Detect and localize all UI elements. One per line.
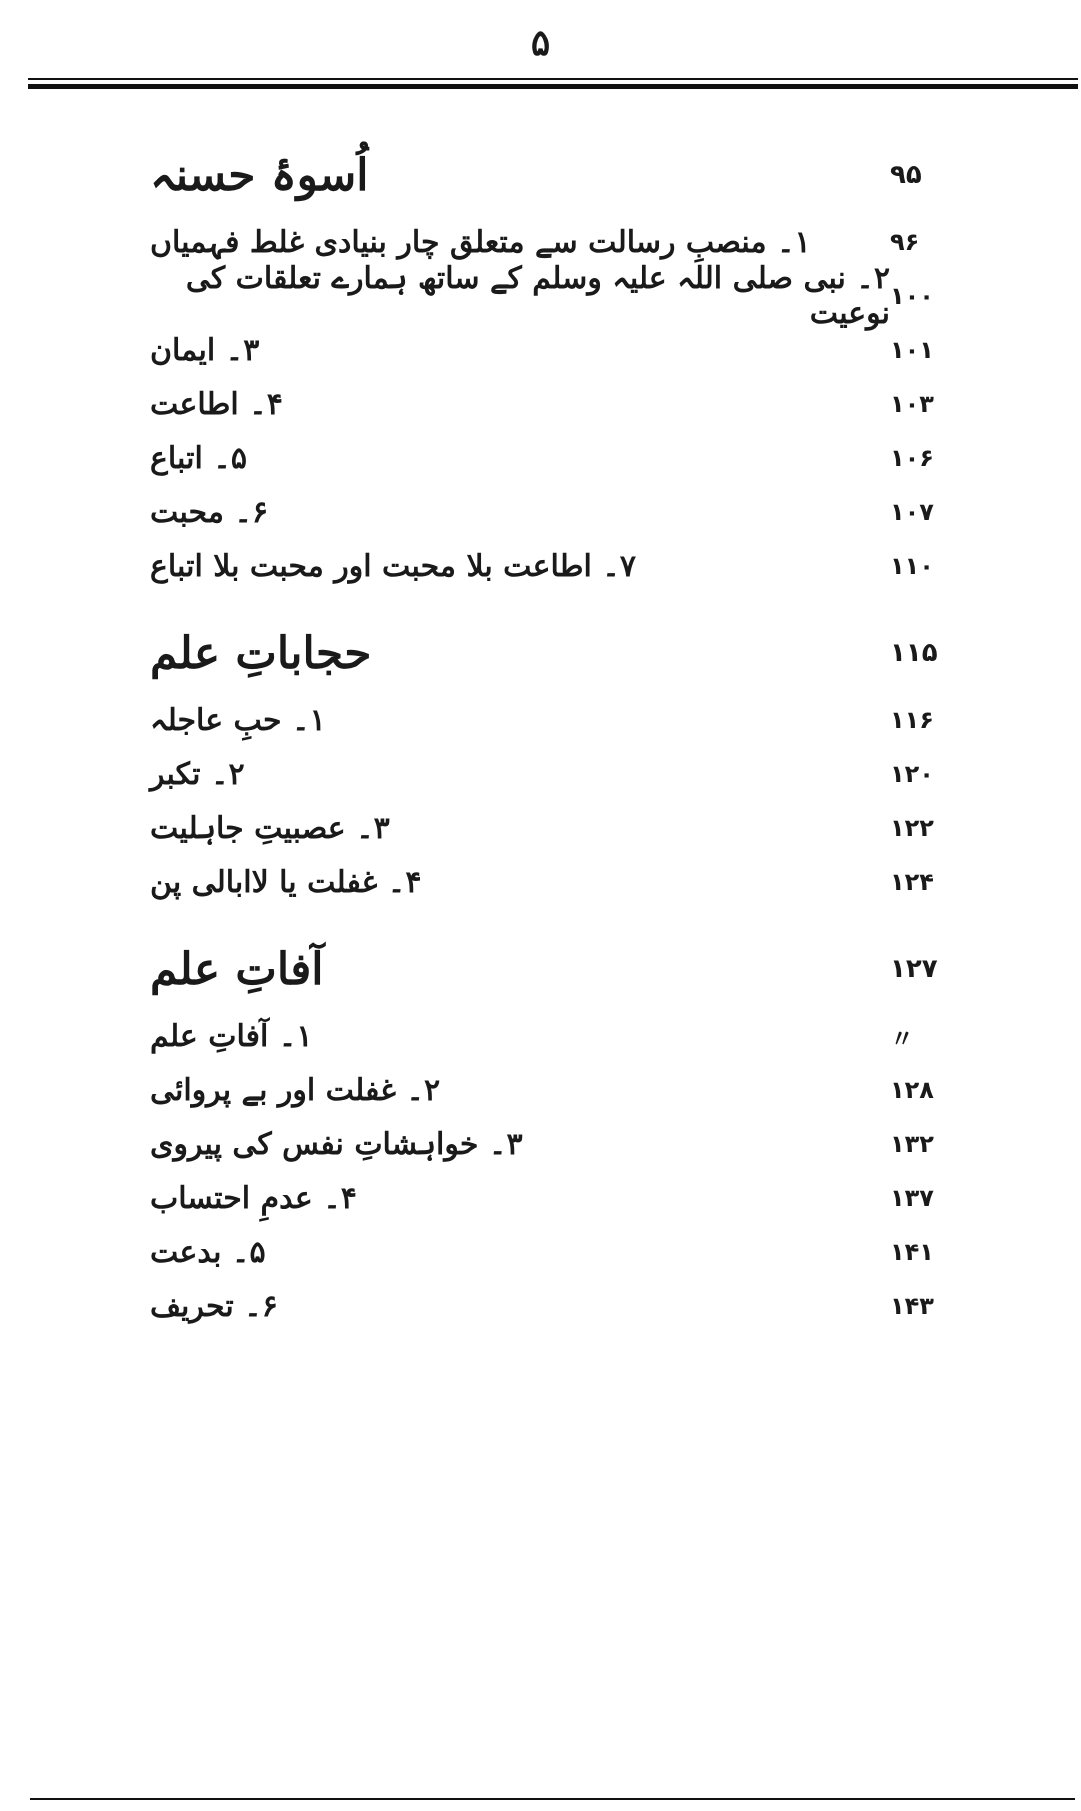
top-rule-thick <box>28 84 1078 89</box>
section-page-number: ۱۱۵ <box>890 638 938 668</box>
entry-title: ۲۔ غفلت اور بے پروائی <box>150 1072 441 1108</box>
entry-title: ۴۔ اطاعت <box>150 386 283 422</box>
toc-entry <box>150 747 970 801</box>
entry-page-number: ۱۳۷ <box>890 1184 934 1212</box>
section-heading: حجاباتِ علم <box>150 627 372 679</box>
entry-page-number: ۱۴۱ <box>890 1238 934 1266</box>
entry-page-number: ۹۶ <box>890 228 920 256</box>
toc-entry <box>150 1279 970 1333</box>
toc-entry <box>150 1171 970 1225</box>
entry-title: ۴۔ عدمِ احتساب <box>150 1180 357 1216</box>
toc-entry <box>150 431 970 485</box>
entry-title: ۱۔ حبِ عاجلہ <box>150 702 326 738</box>
toc-section-uswa-e-hasana <box>150 135 970 593</box>
entry-page-number: ۱۴۳ <box>890 1292 934 1320</box>
section-heading: آفاتِ علم <box>150 943 324 995</box>
entry-page-number: ۱۲۲ <box>890 814 934 842</box>
toc-section-aafat-e-ilm <box>150 929 970 1333</box>
toc-entry <box>150 323 970 377</box>
entry-page-number: ۱۲۴ <box>890 868 934 896</box>
entry-page-number: ۱۳۲ <box>890 1130 934 1158</box>
section-page-number: ۱۲۷ <box>890 954 938 984</box>
entry-page-number: ۱۰۱ <box>890 336 934 364</box>
toc-entry <box>150 855 970 909</box>
entry-title: ۴۔ غفلت یا لاابالی پن <box>150 864 422 900</box>
section-heading-row <box>150 929 970 1009</box>
toc-entry <box>150 377 970 431</box>
toc-entry <box>150 485 970 539</box>
section-heading: اُسوۂ حسنہ <box>150 149 369 201</box>
entry-page-number: ۱۰۰ <box>890 282 934 310</box>
entry-title: ۳۔ خواہشاتِ نفس کی پیروی <box>150 1126 523 1162</box>
entry-page-number: ۱۱۶ <box>890 706 934 734</box>
entry-title: ۶۔ محبت <box>150 494 269 530</box>
entry-page-number: ۱۲۸ <box>890 1076 934 1104</box>
section-page-number: ۹۵ <box>890 160 922 190</box>
entry-title: ۳۔ ایمان <box>150 332 260 368</box>
toc-entry <box>150 1009 970 1063</box>
section-heading-row <box>150 135 970 215</box>
entry-title: ۵۔ اتباع <box>150 440 247 476</box>
entry-page-number: ۱۰۶ <box>890 444 934 472</box>
table-of-contents <box>150 135 970 1353</box>
toc-entry <box>150 261 970 331</box>
entry-page-number: ۱۱۰ <box>890 552 934 580</box>
entry-title: ۲۔ تکبر <box>150 756 245 792</box>
entry-title: ۷۔ اطاعت بلا محبت اور محبت بلا اتباع <box>150 548 637 584</box>
entry-page-number: 〃 <box>890 1024 914 1053</box>
toc-entry <box>150 693 970 747</box>
entry-title: ۶۔ تحریف <box>150 1288 278 1324</box>
entry-page-number: ۱۰۷ <box>890 498 934 526</box>
toc-entry <box>150 1063 970 1117</box>
entry-title: ۲۔ نبی صلی اللہ علیہ وسلم کے ساتھ ہمارے تعلقات کی نوعیت <box>185 261 890 331</box>
toc-entry <box>150 1225 970 1279</box>
entry-title: ۱۔ منصبِ رسالت سے متعلق چار بنیادی غلط فہمیاں <box>150 224 811 260</box>
toc-entry <box>150 1117 970 1171</box>
toc-entry <box>150 801 970 855</box>
entry-title: ۱۔ آفاتِ علم <box>150 1018 313 1054</box>
bottom-rule <box>30 1798 1075 1800</box>
top-rule-thin <box>28 78 1078 80</box>
entry-title: ۳۔ عصبیتِ جاہلیت <box>150 810 390 846</box>
toc-section-hijabat-e-ilm <box>150 613 970 909</box>
toc-entry <box>150 539 970 593</box>
entry-page-number: ۱۲۰ <box>890 760 934 788</box>
entry-title: ۵۔ بدعت <box>150 1234 266 1270</box>
entry-page-number: ۱۰۳ <box>890 390 934 418</box>
section-heading-row <box>150 613 970 693</box>
page-number: ۵ <box>530 22 551 64</box>
